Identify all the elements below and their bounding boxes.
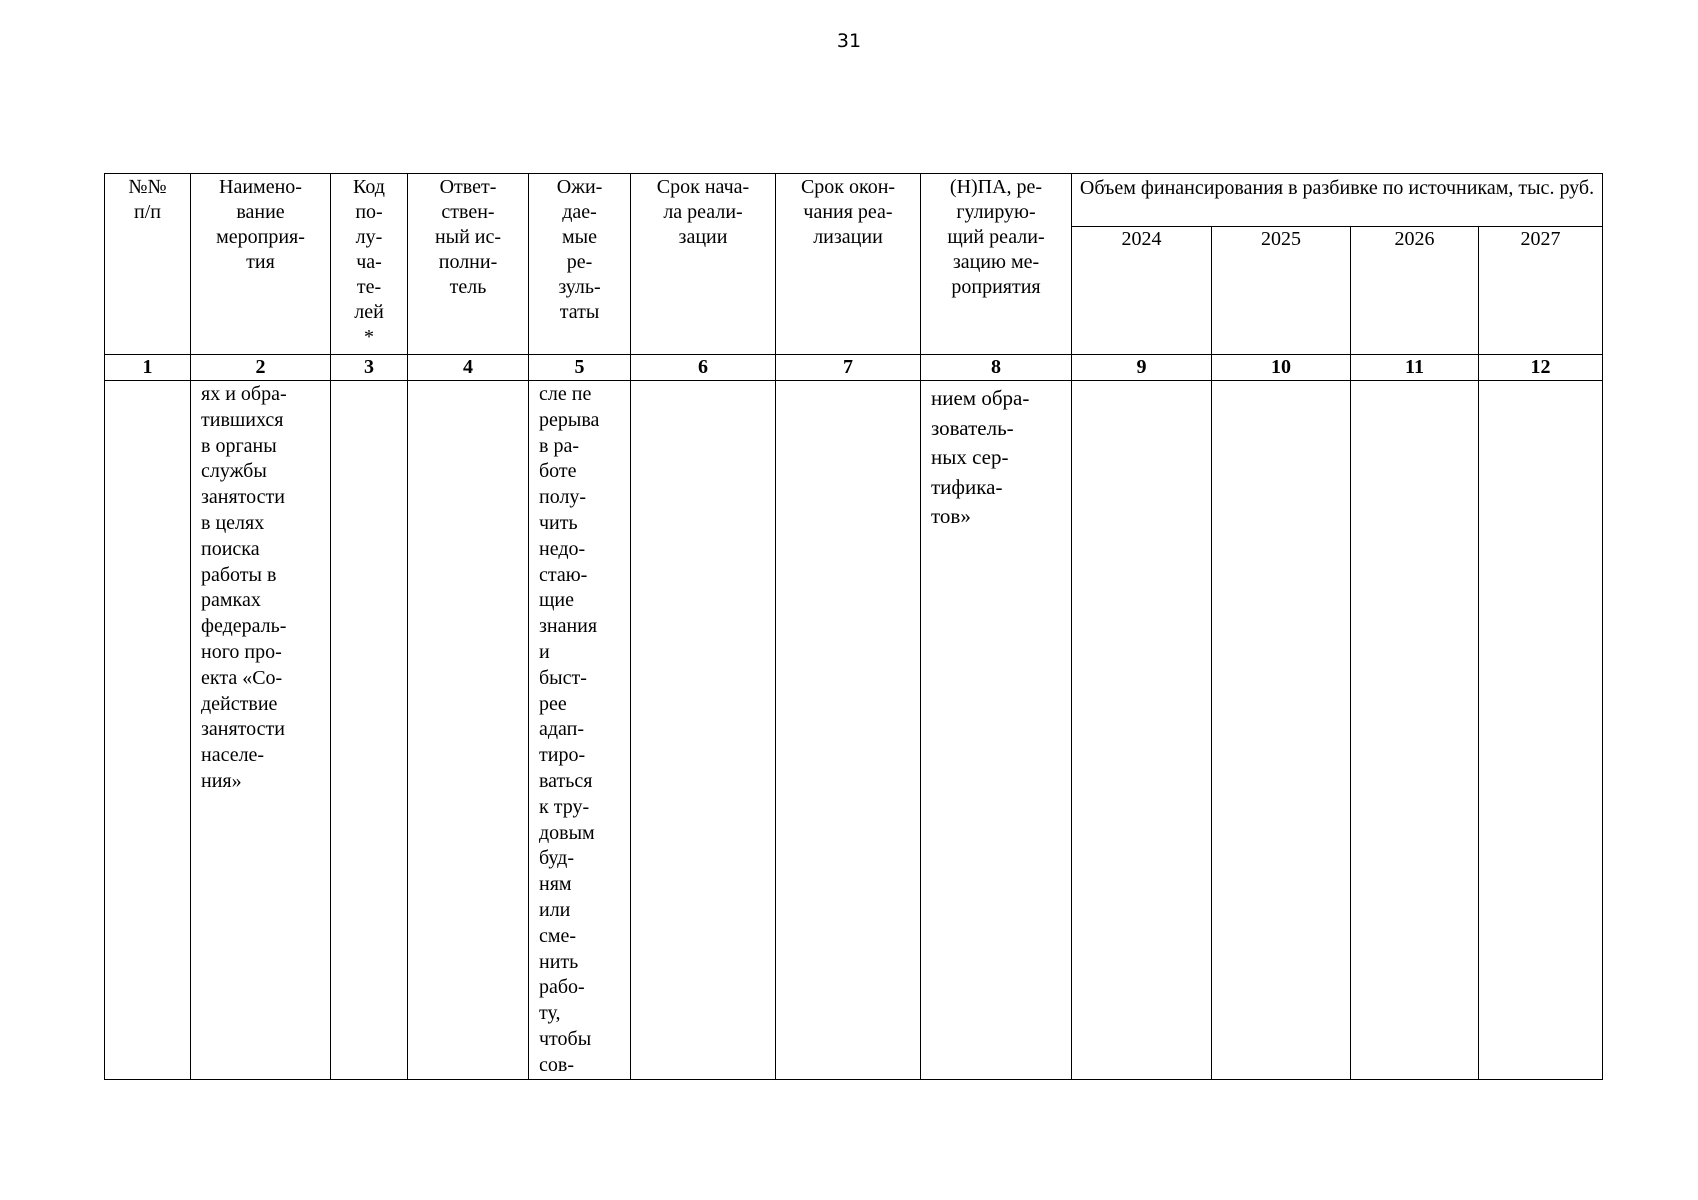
financing-table (104, 173, 1603, 1080)
body-cell-activity-name: ях и обра- тившихся в органы службы занятости в целях поиска работы в рамках федераль- ного про- екта «Со- действие занятости населе- ния» (191, 381, 331, 1080)
column-number: 9 (1072, 355, 1212, 381)
header-cell-year: 2025 (1212, 227, 1351, 355)
column-number: 2 (191, 355, 331, 381)
body-cell-2027 (1479, 381, 1603, 1080)
header-cell-activity-name: Наимено- вание мероприя- тия (191, 174, 331, 355)
body-cell-start-date (631, 381, 776, 1080)
body-cell-recipient-code (331, 381, 408, 1080)
body-cell-expected-results: сле пе рерыва в ра- боте полу- чить недо- стаю- щие знания и быст- рее адап- тиро- ваться к тру- довым буд- ням или сме- нить рабо- ту, чтобы сов- (529, 381, 631, 1080)
table-row (105, 381, 1603, 1080)
header-cell-regulation: (Н)ПА, ре- гулирую- щий реали- зацию ме- роприятия (921, 174, 1072, 355)
column-number: 7 (776, 355, 921, 381)
column-number-row (105, 355, 1603, 381)
header-cell-recipient-code: Код по- лу- ча- те- лей * (331, 174, 408, 355)
column-number: 10 (1212, 355, 1351, 381)
page-number: 31 (836, 30, 862, 52)
header-cell-expected-results: Ожи- дае- мые ре- зуль- таты (529, 174, 631, 355)
header-cell-year: 2026 (1351, 227, 1479, 355)
body-cell-2026 (1351, 381, 1479, 1080)
header-cell-end-date: Срок окон- чания реа- лизации (776, 174, 921, 355)
body-cell-end-date (776, 381, 921, 1080)
column-number: 5 (529, 355, 631, 381)
body-cell-regulation: нием обра- зователь- ных сер- тифика- тов» (921, 381, 1072, 1080)
header-cell-responsible: Ответ- ствен- ный ис- полни- тель (408, 174, 529, 355)
column-number: 11 (1351, 355, 1479, 381)
column-number: 1 (105, 355, 191, 381)
body-cell-number (105, 381, 191, 1080)
header-cell-start-date: Срок нача- ла реали- зации (631, 174, 776, 355)
body-cell-2025 (1212, 381, 1351, 1080)
body-cell-2024 (1072, 381, 1212, 1080)
column-number: 4 (408, 355, 529, 381)
header-cell-year: 2027 (1479, 227, 1603, 355)
header-row-top (105, 174, 1603, 227)
body-cell-responsible (408, 381, 529, 1080)
header-cell-year: 2024 (1072, 227, 1212, 355)
column-number: 6 (631, 355, 776, 381)
header-cell-financing: Объем финансирования в разбивке по источникам, тыс. руб. (1072, 174, 1603, 227)
column-number: 12 (1479, 355, 1603, 381)
header-cell-number: №№ п/п (105, 174, 191, 355)
column-number: 8 (921, 355, 1072, 381)
column-number: 3 (331, 355, 408, 381)
